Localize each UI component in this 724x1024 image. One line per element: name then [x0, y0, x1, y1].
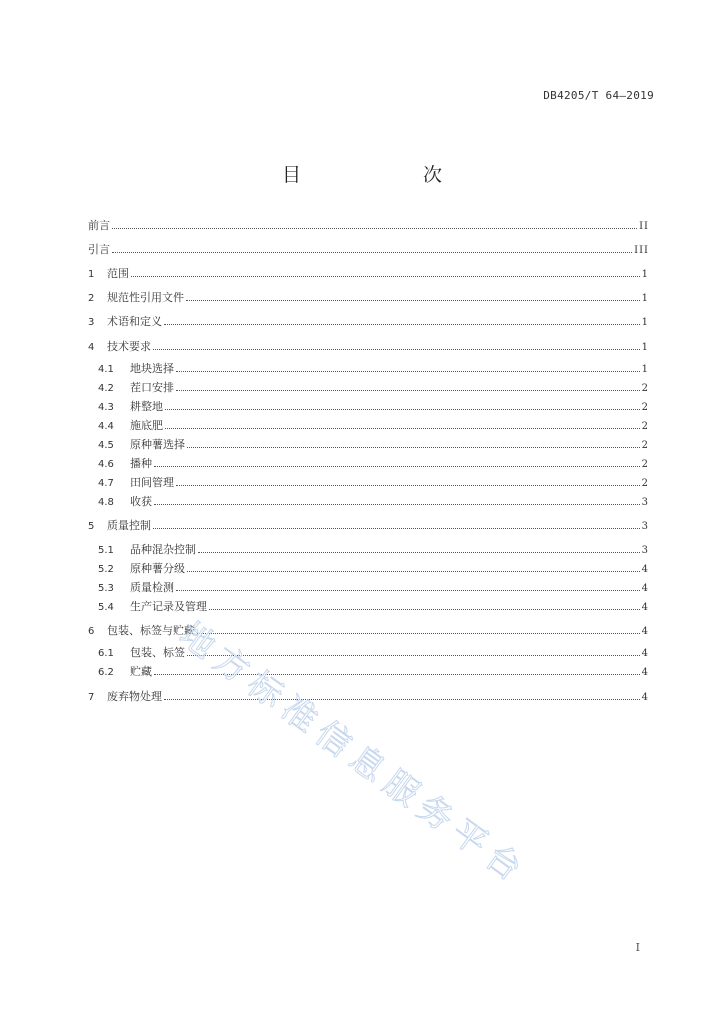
dot-leader: [187, 570, 640, 572]
toc-entry-number: 4.7: [98, 478, 114, 489]
toc-entry-page: 4: [641, 602, 649, 613]
dot-leader: [154, 465, 640, 467]
dot-leader: [176, 484, 640, 486]
dot-leader: [209, 608, 640, 610]
dot-leader: [112, 251, 632, 253]
toc-entry-title: 地块选择: [130, 362, 174, 375]
dot-leader: [165, 408, 640, 410]
toc-entry-number: 4.8: [98, 497, 114, 508]
toc-entry-page: 4: [641, 648, 649, 659]
toc-entry-title: 品种混杂控制: [130, 543, 196, 556]
dot-leader: [112, 227, 637, 229]
dot-leader: [153, 527, 640, 529]
dot-leader: [176, 370, 640, 372]
toc-entry-title: 原种薯分级: [130, 562, 185, 575]
toc-entry[interactable]: [88, 291, 649, 305]
toc-entry-title: 术语和定义: [107, 315, 162, 328]
toc-entry[interactable]: [88, 624, 649, 638]
toc-entry[interactable]: [88, 340, 649, 354]
dot-leader: [165, 427, 640, 429]
toc-entry-number: 5.3: [98, 583, 114, 594]
toc-entry-number: 6.1: [98, 648, 114, 659]
toc-entry-number: 3: [88, 317, 95, 328]
toc-entry-page: 4: [641, 692, 649, 703]
dot-leader: [164, 323, 640, 325]
toc-entry-page: 4: [641, 626, 649, 637]
toc-entry[interactable]: [98, 543, 649, 557]
toc-entry-page: 1: [641, 342, 649, 353]
toc-entry[interactable]: [98, 400, 649, 414]
toc-entry-title: 施底肥: [130, 419, 163, 432]
toc-entry[interactable]: [98, 381, 649, 395]
toc-entry-title: 原种薯选择: [130, 438, 185, 451]
toc-entry-number: 6.2: [98, 667, 114, 678]
toc-entry-page: 4: [641, 667, 649, 678]
toc-entry-title: 前言: [88, 219, 110, 232]
toc-entry-title: 质量检测: [130, 581, 174, 594]
toc-entry[interactable]: [98, 457, 649, 471]
toc-entry[interactable]: [98, 476, 649, 490]
toc-entry-page: 2: [641, 459, 649, 470]
toc-entry-page: 4: [641, 583, 649, 594]
toc-entry-page: 2: [641, 421, 649, 432]
toc-entry[interactable]: [88, 315, 649, 329]
toc-entry-number: 4.1: [98, 364, 114, 375]
toc-entry-page: II: [639, 221, 649, 232]
toc-entry-number: 4.2: [98, 383, 114, 394]
toc-entry-page: 1: [641, 269, 649, 280]
toc-entry-page: 2: [641, 402, 649, 413]
page-number: I: [635, 941, 640, 954]
toc-entry-page: 4: [641, 564, 649, 575]
toc-entry-title: 引言: [88, 243, 110, 256]
toc-entry[interactable]: [98, 362, 649, 376]
toc-entry-number: 4: [88, 342, 95, 353]
toc-entry-number: 5.2: [98, 564, 114, 575]
toc-entry-title: 播种: [130, 457, 152, 470]
toc-entry[interactable]: [98, 600, 649, 614]
toc-entry-number: 1: [88, 269, 95, 280]
dot-leader: [176, 389, 640, 391]
toc-entry-number: 7: [88, 692, 95, 703]
toc-entry[interactable]: [88, 243, 649, 257]
toc-entry[interactable]: [98, 665, 649, 679]
toc-entry-number: 6: [88, 626, 95, 637]
dot-leader: [176, 589, 640, 591]
toc-entry[interactable]: [98, 438, 649, 452]
toc-entry-page: 2: [641, 440, 649, 451]
toc-entry-title: 包装、标签: [130, 646, 185, 659]
toc-entry[interactable]: [98, 495, 649, 509]
toc-entry[interactable]: [88, 267, 649, 281]
toc-entry[interactable]: [88, 519, 649, 533]
toc-entry-number: 5.4: [98, 602, 114, 613]
dot-leader: [186, 299, 640, 301]
standard-code: DB4205/T 64—2019: [543, 89, 654, 102]
toc-entry-page: 1: [641, 317, 649, 328]
toc-entry-page: 3: [641, 521, 649, 532]
toc-entry-title: 包装、标签与贮藏: [107, 624, 195, 637]
watermark: 地方标准信息服务平台: [171, 614, 536, 894]
toc-entry-title: 耕整地: [130, 400, 163, 413]
toc-entry-page: 2: [641, 478, 649, 489]
dot-leader: [164, 698, 640, 700]
toc-entry-title: 范围: [107, 267, 129, 280]
dot-leader: [187, 446, 640, 448]
dot-leader: [154, 503, 640, 505]
toc-entry-number: 4.4: [98, 421, 114, 432]
toc-entry-page: 1: [641, 364, 649, 375]
toc-entry-title: 贮藏: [130, 665, 152, 678]
toc-entry-title: 收获: [130, 495, 152, 508]
toc-entry-title: 规范性引用文件: [107, 291, 184, 304]
toc-entry-number: 4.3: [98, 402, 114, 413]
toc-entry-page: 3: [641, 545, 649, 556]
toc-entry[interactable]: [98, 581, 649, 595]
toc-entry-number: 4.5: [98, 440, 114, 451]
toc-entry-page: 3: [641, 497, 649, 508]
toc-entry-number: 5: [88, 521, 95, 532]
toc-entry-title: 技术要求: [107, 340, 151, 353]
toc-entry[interactable]: [88, 219, 649, 233]
toc-entry-title: 废弃物处理: [107, 690, 162, 703]
dot-leader: [198, 551, 640, 553]
toc-entry-title: 生产记录及管理: [130, 600, 207, 613]
toc-entry-number: 4.6: [98, 459, 114, 470]
toc-entry[interactable]: [98, 419, 649, 433]
toc-entry-title: 茬口安排: [130, 381, 174, 394]
toc-entry-number: 5.1: [98, 545, 114, 556]
toc-entry-number: 2: [88, 293, 95, 304]
toc-entry-title: 田间管理: [130, 476, 174, 489]
toc-entry-page: 2: [641, 383, 649, 394]
toc-entry[interactable]: [88, 690, 649, 704]
dot-leader: [153, 348, 640, 350]
toc-entry[interactable]: [98, 562, 649, 576]
dot-leader: [131, 275, 640, 277]
toc-entry-title: 质量控制: [107, 519, 151, 532]
toc-entry-page: III: [634, 245, 649, 256]
toc-entry-page: 1: [641, 293, 649, 304]
dot-leader: [197, 632, 640, 634]
page-title: 目 次: [281, 164, 470, 186]
